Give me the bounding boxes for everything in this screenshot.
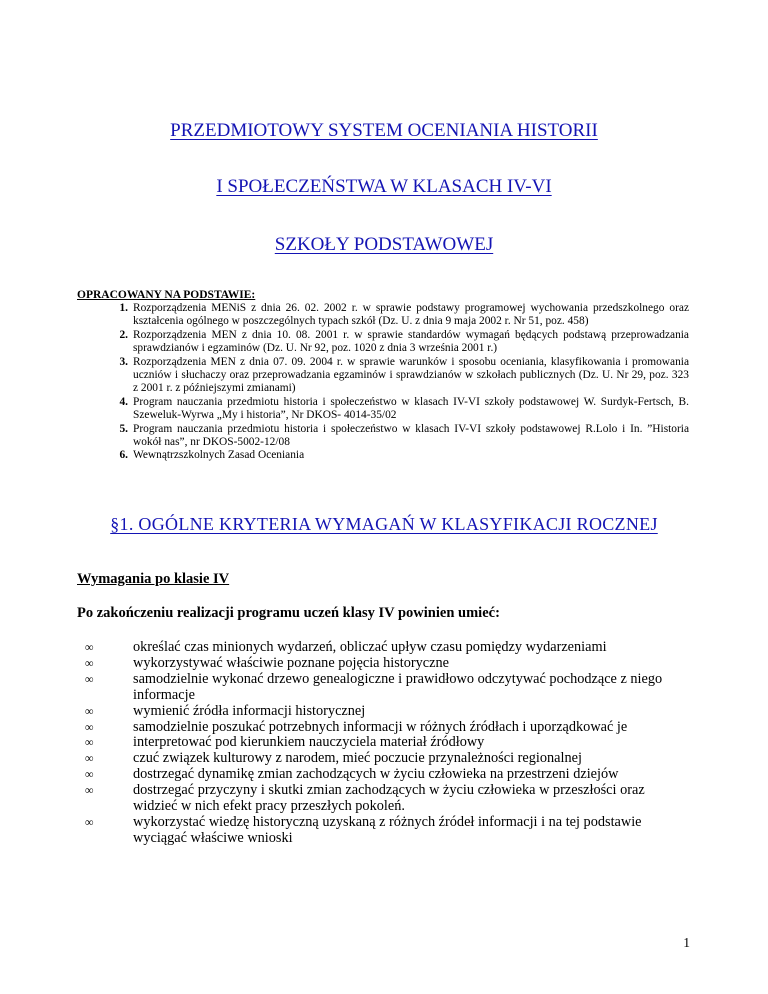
basis-item <box>77 302 689 329</box>
basis-item <box>77 329 689 356</box>
bullet-icon: ∞ <box>85 655 94 670</box>
basis-item <box>77 449 689 462</box>
section-subheading: Wymagania po klasie IV <box>77 571 230 587</box>
basis-item-number: 1. <box>119 302 128 314</box>
bullet-icon: ∞ <box>85 751 94 766</box>
basis-item <box>77 423 689 450</box>
basis-item-text: Wewnątrzszkolnych Zasad Oceniania <box>133 449 305 462</box>
bullet-icon: ∞ <box>85 814 94 829</box>
section-title: §1. OGÓLNE KRYTERIA WYMAGAŃ W KLASYFIKACJI ROCZNEJ <box>110 514 658 534</box>
skill-item <box>77 672 689 704</box>
skill-item <box>77 815 689 847</box>
title-line-1: PRZEDMIOTOWY SYSTEM OCENIANIA HISTORII <box>170 120 598 141</box>
skill-item <box>77 704 689 720</box>
skill-item <box>77 720 689 736</box>
bullet-icon: ∞ <box>85 671 94 686</box>
skill-item <box>77 735 689 751</box>
skill-item <box>77 783 689 815</box>
skill-text: wykorzystać wiedzę historyczną uzyskaną z różnych źródeł informacji i na tej podstawie wyciągać właściwe wnioski <box>133 813 642 846</box>
bullet-icon: ∞ <box>85 783 94 798</box>
skill-text: określać czas minionych wydarzeń, obliczać upływ czasu pomiędzy wydarzeniami <box>133 639 607 655</box>
skill-text: wymienić źródła informacji historycznej <box>133 702 366 719</box>
skill-text: wykorzystywać właściwie poznane pojęcia historyczne <box>133 654 449 671</box>
skill-text: czuć związek kulturowy z narodem, mieć poczucie przynależności regionalnej <box>133 750 582 767</box>
skill-item <box>77 656 689 672</box>
skill-item <box>77 767 689 783</box>
basis-item <box>77 396 689 423</box>
bullet-icon: ∞ <box>85 735 94 750</box>
page-number: 1 <box>683 935 690 950</box>
basis-item-text: Rozporządzenia MENiS z dnia 26. 02. 2002 r. w sprawie podstawy programowej wychowania przedszkolnego oraz kształcenia ogólnego w poszczególnych typach szkół (Dz. U. z dnia 9 maja 2002 r. Nr 51, poz. 458) <box>133 302 689 328</box>
bullet-icon: ∞ <box>85 703 94 718</box>
skill-item <box>77 751 689 767</box>
basis-list <box>77 302 689 463</box>
skill-text: interpretować pod kierunkiem nauczyciela materiał źródłowy <box>133 734 485 751</box>
skills-list <box>77 640 689 847</box>
skill-text: samodzielnie poszukać potrzebnych informacji w różnych źródłach i uporządkować je <box>133 718 628 735</box>
skill-item <box>77 640 689 656</box>
basis-item-number: 5. <box>119 422 128 435</box>
skill-text: samodzielnie wykonać drzewo genealogiczne i prawidłowo odczytywać pochodzące z niego informacje <box>133 670 663 703</box>
basis-item-number: 6. <box>119 449 128 462</box>
basis-item-text: Rozporządzenia MEN z dnia 07. 09. 2004 r. w sprawie warunków i sposobu oceniania, klasyfikowania i promowania uczniów i słuchaczy oraz przeprowadzania egzaminów i sprawdzianów w szkołach publicznych (Dz. U. Nr 29, poz. 323 z 2001 r. z późniejszymi zmianami) <box>133 355 689 395</box>
skill-text: dostrzegać dynamikę zmian zachodzących w życiu człowieka na przestrzeni dziejów <box>133 766 619 783</box>
basis-item-number: 3. <box>119 355 128 368</box>
basis-item-text: Program nauczania przedmiotu historia i społeczeństwo w klasach IV-VI szkoły podstawowej R.Lolo i In. ”Historia wokół nas”, nr DKOS-5002-12/08 <box>133 422 689 449</box>
bullet-icon: ∞ <box>85 719 94 734</box>
bullet-icon: ∞ <box>85 640 94 654</box>
basis-heading: OPRACOWANY NA PODSTAWIE: <box>77 289 256 301</box>
section-intro: Po zakończeniu realizacji programu uczeń klasy IV powinien umieć: <box>77 605 500 621</box>
basis-item <box>77 356 689 396</box>
title-line-3: SZKOŁY PODSTAWOWEJ <box>274 234 494 255</box>
skill-text: dostrzegać przyczyny i skutki zmian zachodzących w życiu człowieka w przeszłości oraz widzieć w nich efekt pracy przeszłych pokoleń. <box>133 782 645 815</box>
basis-item-number: 2. <box>119 328 128 341</box>
basis-item-text: Rozporządzenia MEN z dnia 10. 08. 2001 r. w sprawie standardów wymagań będących podstawą przeprowadzania sprawdzianów i egzaminów (Dz. U. Nr 92, poz. 1020 z dnia 3 września 2001 r.) <box>133 328 689 355</box>
basis-item-number: 4. <box>119 395 128 408</box>
title-line-2: I SPOŁECZEŃSTWA W KLASACH IV-VI <box>216 176 552 197</box>
bullet-icon: ∞ <box>85 767 94 782</box>
basis-item-text: Program nauczania przedmiotu historia i społeczeństwo w klasach IV-VI szkoły podstawowej W. Surdyk-Fertsch, B. Szeweluk-Wyrwa „My i historia”, Nr DKOS- 4014-35/02 <box>133 395 689 422</box>
